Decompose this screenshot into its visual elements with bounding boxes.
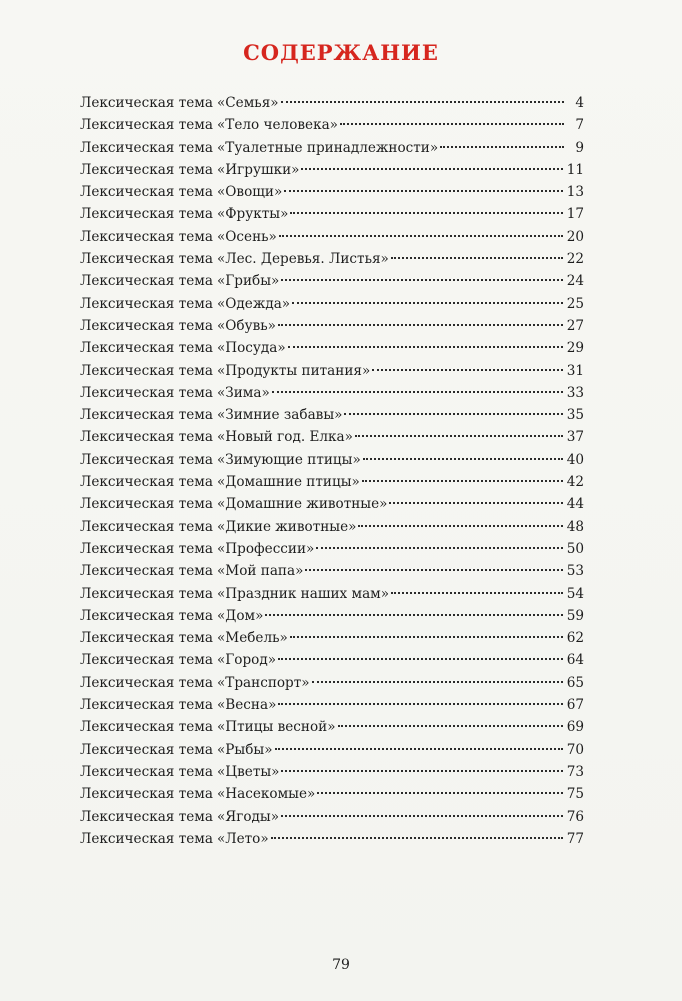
toc-entry-page: 44 xyxy=(566,496,584,513)
toc-entry xyxy=(80,337,584,359)
toc-entry-prefix: Лексическая тема xyxy=(80,518,213,535)
page-number: 79 xyxy=(332,957,350,973)
toc-entry-topic: «Праздник наших мам» xyxy=(216,585,390,602)
toc-entry xyxy=(80,181,584,203)
toc-entry-topic: «Обувь» xyxy=(216,317,276,334)
toc-entry-topic: «Продукты питания» xyxy=(216,362,371,379)
toc-entry-page: 37 xyxy=(566,429,584,446)
toc-entry-topic: «Новый год. Елка» xyxy=(216,429,353,446)
toc-entry xyxy=(80,248,584,270)
toc-entry-prefix: Лексическая тема xyxy=(80,117,213,134)
dot-leader xyxy=(362,480,563,482)
toc-entry-prefix: Лексическая тема xyxy=(80,563,213,580)
toc-entry-topic: «Ягоды» xyxy=(216,808,280,825)
toc-entry-page: 70 xyxy=(566,741,584,758)
toc-entry xyxy=(80,226,584,248)
toc-entry-page: 64 xyxy=(566,652,584,669)
toc-entry xyxy=(80,137,584,159)
toc-entry-page: 4 xyxy=(575,95,584,111)
toc-entry-topic: «Транспорт» xyxy=(216,674,310,691)
toc-entry-topic: «Птицы весной» xyxy=(216,719,336,736)
toc-entry-page: 42 xyxy=(566,474,584,491)
toc-entry-page: 27 xyxy=(566,317,584,334)
dot-leader xyxy=(281,770,562,772)
toc-entry xyxy=(80,739,584,761)
dot-leader xyxy=(340,123,564,125)
toc-entry-page: 40 xyxy=(566,451,584,468)
toc-entry-prefix: Лексическая тема xyxy=(80,429,213,446)
dot-leader xyxy=(372,369,562,371)
toc-entry-topic: «Дикие животные» xyxy=(216,518,357,535)
toc-entry-prefix: Лексическая тема xyxy=(80,317,213,334)
toc-entry-prefix: Лексическая тема xyxy=(80,697,213,714)
toc-entry-page: 67 xyxy=(566,697,584,714)
toc-entry-page: 29 xyxy=(566,340,584,357)
toc-entry-topic: «Домашние птицы» xyxy=(216,474,360,491)
toc-entry-page: 48 xyxy=(566,518,584,535)
toc-entry xyxy=(80,203,584,225)
toc-entry-prefix: Лексическая тема xyxy=(80,496,213,513)
toc-entry-topic: «Тело человека» xyxy=(216,117,338,134)
toc-entry-prefix: Лексическая тема xyxy=(80,607,213,624)
toc-entry-page: 69 xyxy=(566,719,584,736)
toc-entry-prefix: Лексическая тема xyxy=(80,273,213,290)
dot-leader xyxy=(358,525,562,527)
dot-leader xyxy=(363,458,563,460)
toc-entry-topic: «Лес. Деревья. Листья» xyxy=(216,251,389,268)
dot-leader xyxy=(312,681,563,683)
dot-leader xyxy=(275,748,563,750)
toc-entry-page: 17 xyxy=(566,206,584,223)
dot-leader xyxy=(265,614,562,616)
toc-entry-topic: «Зимние забавы» xyxy=(216,407,343,424)
dot-leader xyxy=(278,658,563,660)
toc-entry-prefix: Лексическая тема xyxy=(80,652,213,669)
toc-entry-page: 11 xyxy=(566,161,584,178)
toc-entry-prefix: Лексическая тема xyxy=(80,474,213,491)
toc-entry-prefix: Лексическая тема xyxy=(80,251,213,268)
toc-entry xyxy=(80,114,584,136)
toc-entry-page: 25 xyxy=(566,295,584,312)
dot-leader xyxy=(288,346,563,348)
toc-entry-topic: «Домашние животные» xyxy=(216,496,388,513)
dot-leader xyxy=(272,391,563,393)
toc-entry-page: 35 xyxy=(566,407,584,424)
toc-entry-prefix: Лексическая тема xyxy=(80,228,213,245)
toc-entry xyxy=(80,404,584,426)
toc-entry-topic: «Рыбы» xyxy=(216,741,273,758)
toc-entry-topic: «Профессии» xyxy=(216,540,315,557)
toc-entry-topic: «Зимующие птицы» xyxy=(216,451,361,468)
dot-leader xyxy=(440,146,564,148)
toc-entry xyxy=(80,471,584,493)
dot-leader xyxy=(284,190,562,192)
toc-entry-topic: «Насекомые» xyxy=(216,786,316,803)
toc-entry-topic: «Город» xyxy=(216,652,277,669)
toc-entry xyxy=(80,783,584,805)
table-of-contents xyxy=(80,92,584,850)
toc-entry xyxy=(80,627,584,649)
toc-entry-topic: «Посуда» xyxy=(216,340,286,357)
toc-entry-prefix: Лексическая тема xyxy=(80,808,213,825)
toc-entry xyxy=(80,516,584,538)
dot-leader xyxy=(391,257,563,259)
toc-entry xyxy=(80,270,584,292)
toc-entry-page: 53 xyxy=(566,563,584,580)
toc-entry-topic: «Туалетные принадлежности» xyxy=(216,139,439,156)
dot-leader xyxy=(305,569,562,571)
toc-entry-prefix: Лексическая тема xyxy=(80,139,213,156)
toc-entry-prefix: Лексическая тема xyxy=(80,451,213,468)
toc-entry-prefix: Лексическая тема xyxy=(80,384,213,401)
toc-entry-page: 54 xyxy=(566,585,584,602)
toc-entry xyxy=(80,828,584,850)
toc-entry-topic: «Грибы» xyxy=(216,273,280,290)
toc-entry-prefix: Лексическая тема xyxy=(80,630,213,647)
dot-leader xyxy=(281,101,564,103)
toc-entry-page: 13 xyxy=(566,184,584,201)
toc-entry-prefix: Лексическая тема xyxy=(80,763,213,780)
dot-leader xyxy=(279,235,563,237)
toc-entry-prefix: Лексическая тема xyxy=(80,161,213,178)
dot-leader xyxy=(278,703,562,705)
toc-entry xyxy=(80,159,584,181)
dot-leader xyxy=(281,815,563,817)
toc-entry-prefix: Лексическая тема xyxy=(80,362,213,379)
toc-entry-topic: «Весна» xyxy=(216,697,277,714)
toc-entry-page: 62 xyxy=(566,630,584,647)
toc-entry-prefix: Лексическая тема xyxy=(80,674,213,691)
toc-entry xyxy=(80,583,584,605)
toc-entry-page: 24 xyxy=(566,273,584,290)
toc-entry-topic: «Семья» xyxy=(216,95,279,111)
toc-entry-prefix: Лексическая тема xyxy=(80,786,213,803)
dot-leader xyxy=(344,413,562,415)
toc-entry xyxy=(80,694,584,716)
toc-entry-page: 22 xyxy=(566,251,584,268)
toc-entry xyxy=(80,360,584,382)
dot-leader xyxy=(355,435,563,437)
toc-entry-prefix: Лексическая тема xyxy=(80,206,213,223)
dot-leader xyxy=(338,725,563,727)
toc-entry xyxy=(80,649,584,671)
toc-entry xyxy=(80,538,584,560)
toc-entry-topic: «Мой папа» xyxy=(216,563,304,580)
toc-entry xyxy=(80,493,584,515)
dot-leader xyxy=(316,547,562,549)
dot-leader xyxy=(281,279,562,281)
toc-entry-prefix: Лексическая тема xyxy=(80,340,213,357)
toc-entry-page: 33 xyxy=(566,384,584,401)
toc-entry-page: 75 xyxy=(566,786,584,803)
toc-entry-page: 50 xyxy=(566,540,584,557)
page-title: СОДЕРЖАНИЕ xyxy=(243,40,439,65)
toc-entry xyxy=(80,315,584,337)
toc-entry-prefix: Лексическая тема xyxy=(80,95,213,111)
toc-entry xyxy=(80,716,584,738)
toc-entry xyxy=(80,449,584,471)
toc-entry-topic: «Дом» xyxy=(216,607,264,624)
toc-entry-topic: «Игрушки» xyxy=(216,161,300,178)
dot-leader xyxy=(278,324,563,326)
toc-entry xyxy=(80,426,584,448)
toc-entry-topic: «Одежда» xyxy=(216,295,291,312)
toc-entry xyxy=(80,806,584,828)
toc-entry xyxy=(80,605,584,627)
toc-entry-prefix: Лексическая тема xyxy=(80,585,213,602)
toc-entry-page: 20 xyxy=(566,228,584,245)
toc-entry xyxy=(80,382,584,404)
toc-entry-page: 7 xyxy=(575,117,584,134)
dot-leader xyxy=(389,502,562,504)
toc-entry-topic: «Фрукты» xyxy=(216,206,289,223)
toc-entry xyxy=(80,672,584,694)
dot-leader xyxy=(301,168,562,170)
toc-entry-page: 77 xyxy=(566,830,584,847)
toc-entry-topic: «Цветы» xyxy=(216,763,280,780)
toc-entry-topic: «Мебель» xyxy=(216,630,288,647)
toc-entry-topic: «Зима» xyxy=(216,384,270,401)
toc-entry-prefix: Лексическая тема xyxy=(80,719,213,736)
toc-entry-topic: «Лето» xyxy=(216,830,269,847)
toc-entry-topic: «Овощи» xyxy=(216,184,283,201)
toc-entry-page: 65 xyxy=(566,674,584,691)
toc-entry xyxy=(80,560,584,582)
toc-entry-page: 73 xyxy=(566,763,584,780)
dot-leader xyxy=(290,212,562,214)
toc-entry-prefix: Лексическая тема xyxy=(80,295,213,312)
dot-leader xyxy=(317,792,562,794)
dot-leader xyxy=(292,302,563,304)
toc-entry-page: 9 xyxy=(575,139,584,156)
dot-leader xyxy=(271,837,563,839)
toc-entry-page: 31 xyxy=(566,362,584,379)
dot-leader xyxy=(391,592,563,594)
toc-entry-page: 76 xyxy=(566,808,584,825)
toc-entry-prefix: Лексическая тема xyxy=(80,830,213,847)
toc-entry-prefix: Лексическая тема xyxy=(80,540,213,557)
toc-entry xyxy=(80,761,584,783)
toc-entry-page: 59 xyxy=(566,607,584,624)
toc-entry xyxy=(80,293,584,315)
toc-entry-topic: «Осень» xyxy=(216,228,277,245)
toc-entry-prefix: Лексическая тема xyxy=(80,407,213,424)
toc-entry-prefix: Лексическая тема xyxy=(80,741,213,758)
toc-entry xyxy=(80,92,584,114)
dot-leader xyxy=(290,636,563,638)
toc-entry-prefix: Лексическая тема xyxy=(80,184,213,201)
